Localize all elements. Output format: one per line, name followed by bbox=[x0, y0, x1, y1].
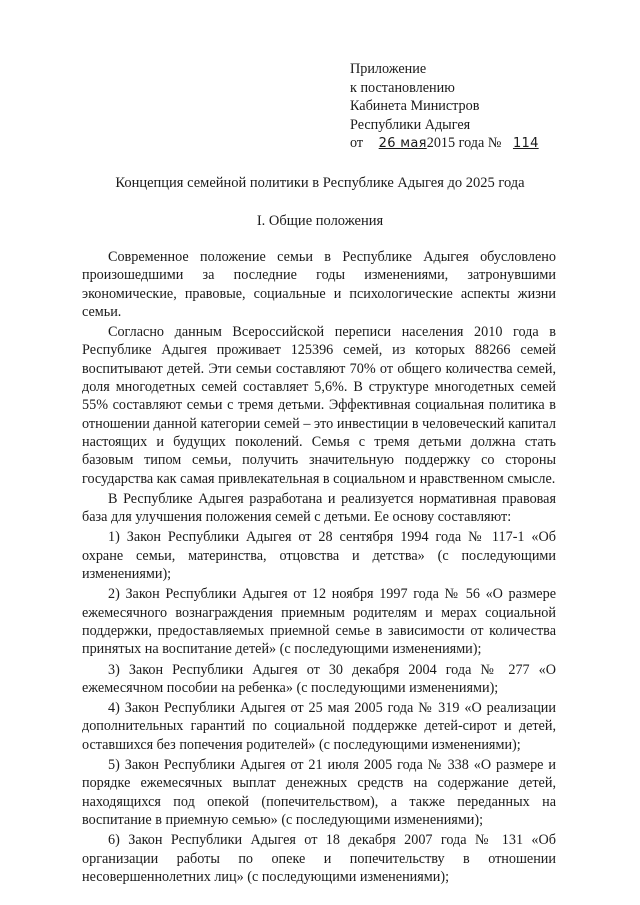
date-value: 26 мая bbox=[378, 136, 427, 151]
list-item: 3) Закон Республики Адыгея от 30 декабря 2004 года № 277 «О ежемесячном пособии на ребенка» (с последующими изменениями); bbox=[82, 661, 556, 696]
resolution-number: 114 bbox=[512, 136, 539, 151]
paragraph: Согласно данным Всероссийской переписи населения 2010 года в Республике Адыгея проживает 125396 семей, из которых 88266 семей воспитывают детей. Эти семьи составляют 70% от общего количества семей, доля многодетных семей составляет 5,6%. В структуре многодетных семей 55% составляют семьи с тремя детьми. Эффективная социальная политика в отношении данной категории семей – это инвестиции в человеческий капитал настоящих и будущих поколений. Семья с тремя детьми должна стать базовым типом семьи, получить значительную поддержку со стороны государства как самая привлекательная в социальном и нравственном смысле. bbox=[82, 324, 556, 487]
list-item: 4) Закон Республики Адыгея от 25 мая 2005 года № 319 «О реализации дополнительных гарантий по социальной поддержке детей-сирот и детей, оставшихся без попечения родителей» (с последующими изменениями); bbox=[82, 700, 556, 753]
document-body bbox=[82, 248, 556, 888]
document-title: Концепция семейной политики в Республике Адыгея до 2025 года bbox=[115, 175, 525, 191]
list-item: 1) Закон Республики Адыгея от 28 сентября 1994 года № 117-1 «Об охране семьи, материнства, отцовства и детства» (с последующими изменениями); bbox=[82, 529, 556, 583]
section-heading: I. Общие положения bbox=[256, 213, 384, 229]
paragraph: Современное положение семьи в Республике Адыгея обусловлено произошедшими за последние годы изменениями, затронувшими экономические, правовые, социальные и психологические аспекты жизни семьи. bbox=[82, 249, 556, 320]
stamp-line-resolution: к постановлению bbox=[350, 79, 455, 96]
date-prefix: от bbox=[350, 135, 364, 151]
stamp-line-appendix: Приложение bbox=[350, 61, 427, 77]
list-item: 2) Закон Республики Адыгея от 12 ноября 1997 года № 56 «О размере ежемесячного вознаграждения приемным родителям и мерах социальной поддержки, предоставляемых приемной семье в зависимости от количества принятых на воспитание детей» (с последующими изменениями); bbox=[82, 586, 556, 658]
list-item: 5) Закон Республики Адыгея от 21 июля 2005 года № 338 «О размере и порядке ежемесячных выплат денежных средств на содержание детей, находящихся под опекой (попечительством), а также переданных на воспитание в приемную семью» (с последующими изменениями); bbox=[82, 757, 556, 828]
stamp-line-republic: Республики Адыгея bbox=[350, 116, 471, 133]
approval-stamp bbox=[350, 60, 590, 154]
list-item: 6) Закон Республики Адыгея от 18 декабря 2007 года № 131 «Об организации работы по опеке и попечительству в отношении несовершеннолетних лиц» (с последующими изменениями); bbox=[82, 832, 556, 885]
stamp-line-cabinet: Кабинета Министров bbox=[350, 98, 480, 114]
paragraph: В Республике Адыгея разработана и реализуется нормативная правовая база для улучшения положения семей с детьми. Ее основу составляют: bbox=[82, 490, 556, 526]
year-text: 2015 года № bbox=[426, 135, 502, 151]
stamp-line-date bbox=[350, 134, 590, 154]
